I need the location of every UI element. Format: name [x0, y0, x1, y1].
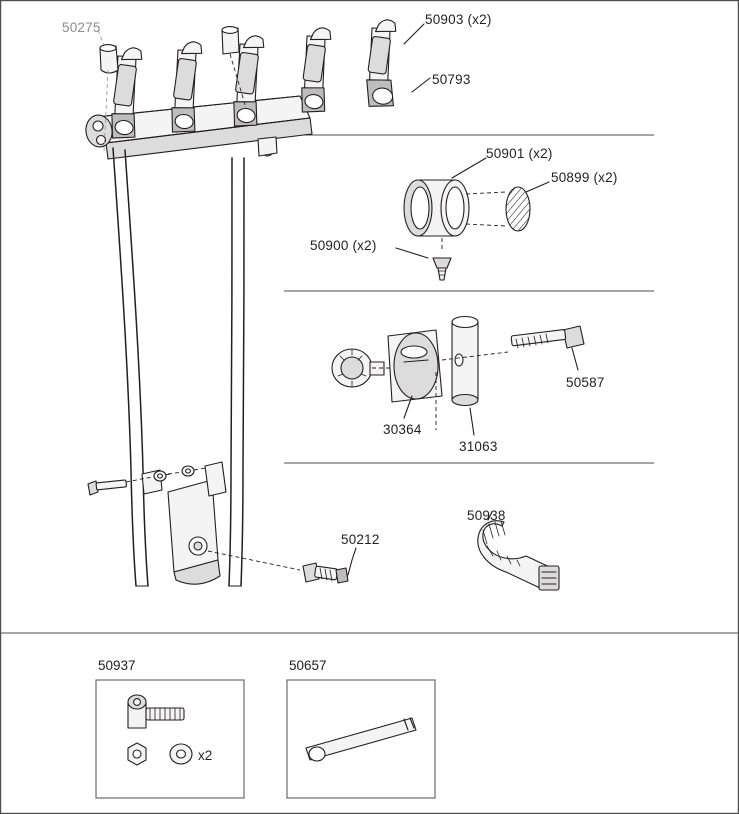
part-label-50899: 50899 (x2)	[551, 170, 618, 185]
part-label-50938: 50938	[467, 508, 506, 523]
part-label-50657: 50657	[289, 658, 327, 673]
quantity-label-washer: x2	[198, 748, 213, 763]
part-label-50900: 50900 (x2)	[310, 238, 377, 253]
part-label-50212: 50212	[341, 532, 380, 547]
part-label-50901: 50901 (x2)	[486, 146, 553, 161]
part-label-50903: 50903 (x2)	[425, 12, 492, 27]
part-label-31063: 31063	[459, 439, 498, 454]
part-label-50937: 50937	[98, 658, 136, 673]
part-label-50793: 50793	[432, 72, 471, 87]
part-label-50587: 50587	[566, 375, 605, 390]
part-label-50275: 50275	[62, 20, 101, 35]
part-label-30364: 30364	[383, 422, 422, 437]
